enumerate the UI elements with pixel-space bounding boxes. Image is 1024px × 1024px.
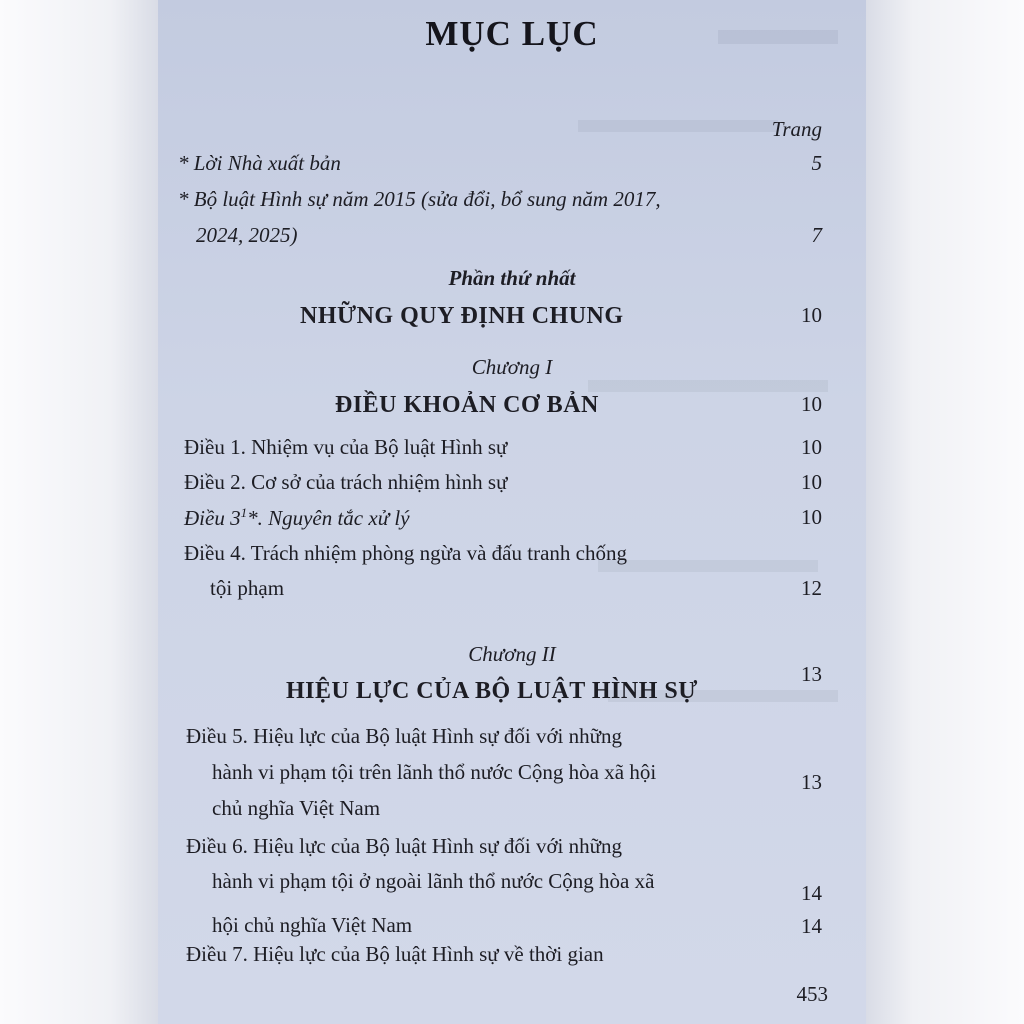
page-edge-right — [866, 0, 1024, 1024]
toc-entry-page: 14 — [801, 881, 822, 905]
page-number: 453 — [796, 982, 828, 1006]
page-label: Trang — [771, 117, 822, 141]
toc-entry-text: hành vi phạm tội trên lãnh thổ nước Cộng hòa xã hội — [212, 760, 657, 784]
toc-entry-text: Điều $3^1*$. Nguyên tắc xử lý — [184, 505, 410, 530]
toc-entry-page: 13 — [801, 662, 822, 686]
toc-entry-page: 14 — [801, 914, 822, 938]
toc-entry-text: Điều 2. Cơ sở của trách nhiệm hình sự — [184, 470, 508, 494]
toc-entry-text: Điều 4. Trách nhiệm phòng ngừa và đấu tranh chống — [184, 541, 627, 565]
toc-entry-page: 10 — [801, 392, 822, 416]
chapter-title: HIỆU LỰC CỦA BỘ LUẬT HÌNH SỰ — [286, 678, 698, 704]
toc-entry-page: 12 — [801, 576, 822, 600]
toc-entry-page: 13 — [801, 770, 822, 794]
chapter-title: ĐIỀU KHOẢN CƠ BẢN — [335, 392, 599, 418]
toc-entry-text: hành vi phạm tội ở ngoài lãnh thổ nước Cộng hòa xã — [212, 869, 655, 893]
chapter-label: Chương II — [468, 642, 556, 666]
chapter-label: Chương I — [471, 355, 553, 379]
toc-entry-page: 10 — [801, 435, 822, 459]
toc-entry-text: * Lời Nhà xuất bản — [178, 151, 341, 175]
toc-entry-text: Điều 6. Hiệu lực của Bộ luật Hình sự đối với những — [186, 834, 623, 858]
toc-entry-text: Điều 1. Nhiệm vụ của Bộ luật Hình sự — [184, 435, 508, 459]
book-page — [158, 0, 866, 1024]
toc-entry-page: 10 — [801, 505, 822, 529]
toc-entry-page: 10 — [801, 303, 822, 327]
toc-entry-page: 5 — [811, 151, 822, 175]
toc-entry-text: chủ nghĩa Việt Nam — [212, 796, 381, 820]
toc-entry-page: 7 — [811, 223, 822, 247]
page-title: MỤC LỤC — [425, 14, 599, 53]
toc-entry-text: hội chủ nghĩa Việt Nam — [212, 913, 413, 937]
toc-entry-text: * Bộ luật Hình sự năm 2015 (sửa đổi, bổ sung năm 2017, — [178, 187, 661, 211]
toc-entry-text: Điều 5. Hiệu lực của Bộ luật Hình sự đối với những — [186, 724, 623, 748]
page-edge-left — [0, 0, 158, 1024]
toc-entry-page: 10 — [801, 470, 822, 494]
toc-entry-text: tội phạm — [210, 576, 285, 600]
part-title: NHỮNG QUY ĐỊNH CHUNG — [300, 303, 624, 329]
toc-entry-text: 2024, 2025) — [196, 223, 298, 247]
toc-entry-text: Điều 7. Hiệu lực của Bộ luật Hình sự về thời gian — [186, 942, 604, 966]
part-label: Phần thứ nhất — [448, 266, 576, 290]
